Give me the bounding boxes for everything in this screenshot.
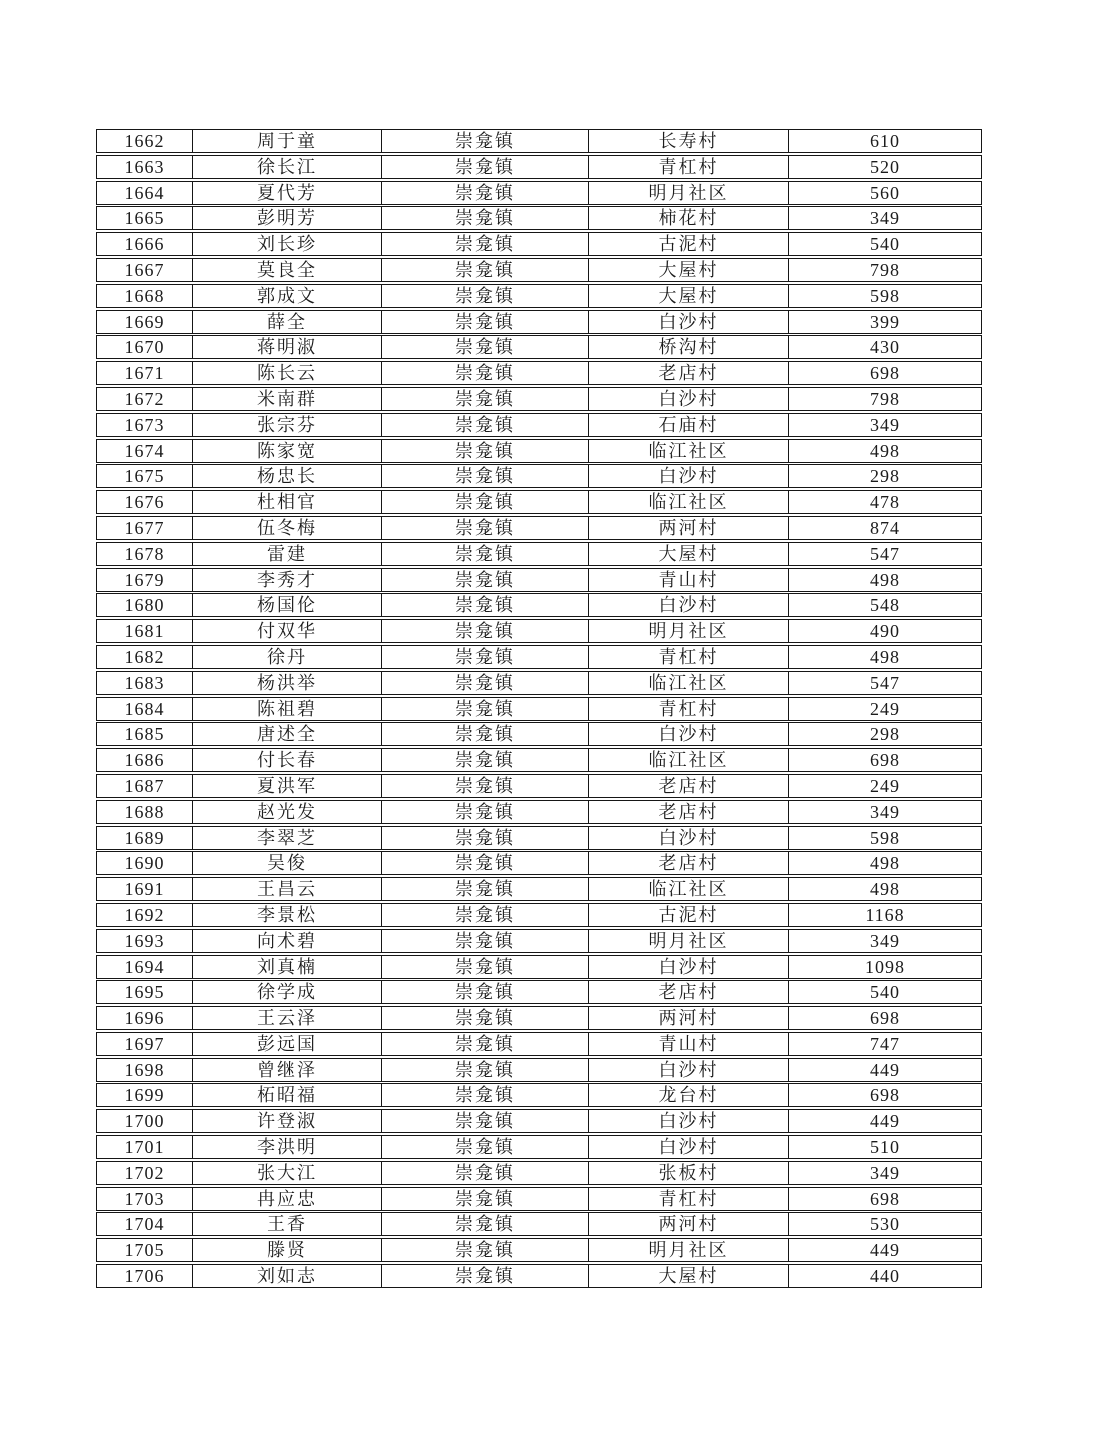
cell-town: 崇龛镇 <box>382 956 589 978</box>
cell-serial-number: 1680 <box>97 594 193 616</box>
cell-amount: 598 <box>870 827 900 848</box>
cell-amount: 560 <box>870 182 900 203</box>
cell-person-name: 徐长江 <box>193 156 382 178</box>
cell-village: 长寿村 <box>589 130 789 152</box>
cell-amount: 498 <box>870 853 900 874</box>
cell-village: 两河村 <box>589 1007 789 1029</box>
cell-serial-number: 1668 <box>97 285 193 307</box>
cell-serial-number: 1679 <box>97 569 193 591</box>
cell-village: 临江社区 <box>589 749 789 771</box>
cell-amount: 498 <box>870 569 900 590</box>
cell-town: 崇龛镇 <box>382 827 589 849</box>
cell-village: 青杠村 <box>589 156 789 178</box>
cell-town: 崇龛镇 <box>382 207 589 229</box>
table-row <box>96 1006 982 1030</box>
table-row <box>96 155 982 179</box>
cell-village: 白沙村 <box>589 827 789 849</box>
cell-amount: 349 <box>870 414 900 435</box>
cell-serial-number: 1672 <box>97 388 193 410</box>
records-table <box>96 129 982 1288</box>
cell-person-name: 张宗芬 <box>193 414 382 436</box>
cell-person-name: 冉应忠 <box>193 1188 382 1210</box>
cell-serial-number: 1671 <box>97 362 193 384</box>
cell-person-name: 莫良全 <box>193 259 382 281</box>
cell-serial-number: 1677 <box>97 517 193 539</box>
cell-village: 青杠村 <box>589 698 789 720</box>
cell-person-name: 付双华 <box>193 620 382 642</box>
cell-village: 白沙村 <box>589 388 789 410</box>
cell-village: 石庙村 <box>589 414 789 436</box>
cell-serial-number: 1674 <box>97 440 193 462</box>
cell-serial-number: 1664 <box>97 182 193 204</box>
table-row <box>96 671 982 695</box>
cell-town: 崇龛镇 <box>382 491 589 513</box>
cell-amount: 610 <box>870 131 900 151</box>
cell-town: 崇龛镇 <box>382 930 589 952</box>
table-row <box>96 310 982 334</box>
cell-serial-number: 1691 <box>97 878 193 900</box>
cell-person-name: 夏代芳 <box>193 182 382 204</box>
cell-village: 古泥村 <box>589 904 789 926</box>
cell-person-name: 赵光发 <box>193 801 382 823</box>
cell-serial-number: 1665 <box>97 207 193 229</box>
cell-village: 临江社区 <box>589 672 789 694</box>
cell-amount: 478 <box>870 492 900 513</box>
cell-amount: 698 <box>870 363 900 384</box>
cell-village: 老店村 <box>589 801 789 823</box>
cell-town: 崇龛镇 <box>382 1033 589 1055</box>
cell-person-name: 徐丹 <box>193 646 382 668</box>
cell-amount: 547 <box>870 543 900 564</box>
cell-town: 崇龛镇 <box>382 362 589 384</box>
table-row <box>96 619 982 643</box>
cell-serial-number: 1706 <box>97 1265 193 1287</box>
cell-serial-number: 1688 <box>97 801 193 823</box>
cell-amount: 498 <box>870 646 900 667</box>
cell-serial-number: 1704 <box>97 1213 193 1235</box>
table-row <box>96 697 982 721</box>
cell-village: 临江社区 <box>589 440 789 462</box>
cell-town: 崇龛镇 <box>382 336 589 358</box>
cell-serial-number: 1698 <box>97 1059 193 1081</box>
cell-town: 崇龛镇 <box>382 1084 589 1106</box>
cell-village: 明月社区 <box>589 620 789 642</box>
cell-person-name: 李景松 <box>193 904 382 926</box>
cell-person-name: 李秀才 <box>193 569 382 591</box>
cell-town: 崇龛镇 <box>382 259 589 281</box>
cell-village: 白沙村 <box>589 1110 789 1132</box>
cell-village: 大屋村 <box>589 543 789 565</box>
cell-amount: 698 <box>870 1085 900 1106</box>
cell-town: 崇龛镇 <box>382 1059 589 1081</box>
cell-person-name: 滕贤 <box>193 1239 382 1261</box>
cell-village: 白沙村 <box>589 594 789 616</box>
table-row <box>96 1032 982 1056</box>
cell-village: 青山村 <box>589 1033 789 1055</box>
table-row <box>96 851 982 875</box>
table-row <box>96 1161 982 1185</box>
cell-person-name: 徐学成 <box>193 981 382 1003</box>
cell-person-name: 郭成文 <box>193 285 382 307</box>
cell-serial-number: 1684 <box>97 698 193 720</box>
cell-amount: 449 <box>870 1240 900 1261</box>
cell-town: 崇龛镇 <box>382 852 589 874</box>
table-row <box>96 258 982 282</box>
table-row <box>96 284 982 308</box>
cell-serial-number: 1673 <box>97 414 193 436</box>
cell-person-name: 彭明芳 <box>193 207 382 229</box>
table-row <box>96 645 982 669</box>
cell-serial-number: 1682 <box>97 646 193 668</box>
cell-village: 老店村 <box>589 981 789 1003</box>
cell-serial-number: 1675 <box>97 465 193 487</box>
cell-person-name: 蒋明淑 <box>193 336 382 358</box>
cell-village: 大屋村 <box>589 1265 789 1287</box>
cell-town: 崇龛镇 <box>382 285 589 307</box>
cell-town: 崇龛镇 <box>382 1110 589 1132</box>
cell-person-name: 杨国伦 <box>193 594 382 616</box>
cell-serial-number: 1696 <box>97 1007 193 1029</box>
cell-village: 白沙村 <box>589 1136 789 1158</box>
cell-serial-number: 1683 <box>97 672 193 694</box>
table-row <box>96 387 982 411</box>
cell-amount: 249 <box>870 698 900 719</box>
cell-person-name: 雷建 <box>193 543 382 565</box>
table-row <box>96 1187 982 1211</box>
cell-town: 崇龛镇 <box>382 130 589 152</box>
cell-amount: 449 <box>870 1059 900 1080</box>
cell-town: 崇龛镇 <box>382 1213 589 1235</box>
cell-person-name: 张大江 <box>193 1162 382 1184</box>
cell-village: 白沙村 <box>589 311 789 333</box>
table-row <box>96 568 982 592</box>
table-row <box>96 232 982 256</box>
cell-village: 老店村 <box>589 362 789 384</box>
cell-serial-number: 1692 <box>97 904 193 926</box>
cell-person-name: 陈长云 <box>193 362 382 384</box>
cell-village: 明月社区 <box>589 930 789 952</box>
cell-town: 崇龛镇 <box>382 646 589 668</box>
cell-amount: 349 <box>870 930 900 951</box>
cell-town: 崇龛镇 <box>382 698 589 720</box>
cell-village: 临江社区 <box>589 491 789 513</box>
cell-person-name: 陈祖碧 <box>193 698 382 720</box>
cell-town: 崇龛镇 <box>382 878 589 900</box>
cell-town: 崇龛镇 <box>382 414 589 436</box>
cell-serial-number: 1669 <box>97 311 193 333</box>
cell-serial-number: 1697 <box>97 1033 193 1055</box>
table-row <box>96 955 982 979</box>
cell-village: 张板村 <box>589 1162 789 1184</box>
cell-town: 崇龛镇 <box>382 904 589 926</box>
table-row <box>96 516 982 540</box>
table-row <box>96 877 982 901</box>
cell-serial-number: 1662 <box>97 130 193 152</box>
cell-serial-number: 1694 <box>97 956 193 978</box>
cell-amount: 598 <box>870 285 900 306</box>
cell-serial-number: 1667 <box>97 259 193 281</box>
table-row <box>96 1212 982 1236</box>
cell-village: 老店村 <box>589 775 789 797</box>
cell-amount: 874 <box>870 517 900 538</box>
table-row <box>96 593 982 617</box>
cell-village: 白沙村 <box>589 465 789 487</box>
cell-serial-number: 1703 <box>97 1188 193 1210</box>
cell-person-name: 柘昭福 <box>193 1084 382 1106</box>
cell-amount: 349 <box>870 208 900 229</box>
cell-amount: 1098 <box>865 956 905 977</box>
cell-amount: 698 <box>870 1008 900 1029</box>
table-row <box>96 439 982 463</box>
cell-village: 两河村 <box>589 517 789 539</box>
cell-town: 崇龛镇 <box>382 388 589 410</box>
table-row <box>96 826 982 850</box>
table-row <box>96 774 982 798</box>
cell-person-name: 王香 <box>193 1213 382 1235</box>
cell-person-name: 许登淑 <box>193 1110 382 1132</box>
cell-village: 白沙村 <box>589 956 789 978</box>
cell-person-name: 曾继泽 <box>193 1059 382 1081</box>
cell-amount: 798 <box>870 388 900 409</box>
table-row <box>96 129 982 153</box>
cell-town: 崇龛镇 <box>382 620 589 642</box>
table-row <box>96 181 982 205</box>
cell-serial-number: 1699 <box>97 1084 193 1106</box>
cell-amount: 530 <box>870 1214 900 1235</box>
cell-village: 两河村 <box>589 1213 789 1235</box>
cell-person-name: 米南群 <box>193 388 382 410</box>
table-row <box>96 1058 982 1082</box>
cell-village: 桥沟村 <box>589 336 789 358</box>
cell-person-name: 王云泽 <box>193 1007 382 1029</box>
cell-person-name: 刘真楠 <box>193 956 382 978</box>
cell-town: 崇龛镇 <box>382 182 589 204</box>
table-row <box>96 361 982 385</box>
table-row <box>96 903 982 927</box>
table-row <box>96 722 982 746</box>
table-row <box>96 1083 982 1107</box>
cell-town: 崇龛镇 <box>382 749 589 771</box>
cell-amount: 798 <box>870 259 900 280</box>
cell-serial-number: 1700 <box>97 1110 193 1132</box>
table-row <box>96 335 982 359</box>
cell-person-name: 夏洪军 <box>193 775 382 797</box>
cell-person-name: 杜相官 <box>193 491 382 513</box>
cell-serial-number: 1690 <box>97 852 193 874</box>
cell-person-name: 杨洪举 <box>193 672 382 694</box>
cell-serial-number: 1705 <box>97 1239 193 1261</box>
cell-amount: 498 <box>870 879 900 900</box>
cell-town: 崇龛镇 <box>382 723 589 745</box>
cell-amount: 498 <box>870 440 900 461</box>
cell-town: 崇龛镇 <box>382 1162 589 1184</box>
table-row <box>96 748 982 772</box>
table-row <box>96 1135 982 1159</box>
cell-village: 大屋村 <box>589 259 789 281</box>
cell-village: 大屋村 <box>589 285 789 307</box>
cell-amount: 1168 <box>865 904 905 925</box>
cell-serial-number: 1702 <box>97 1162 193 1184</box>
cell-amount: 520 <box>870 156 900 177</box>
cell-town: 崇龛镇 <box>382 981 589 1003</box>
cell-town: 崇龛镇 <box>382 569 589 591</box>
cell-amount: 747 <box>870 1033 900 1054</box>
cell-amount: 349 <box>870 801 900 822</box>
cell-amount: 430 <box>870 337 900 358</box>
cell-village: 青山村 <box>589 569 789 591</box>
cell-person-name: 王昌云 <box>193 878 382 900</box>
cell-amount: 399 <box>870 311 900 332</box>
cell-amount: 548 <box>870 595 900 616</box>
cell-person-name: 周于童 <box>193 130 382 152</box>
cell-amount: 449 <box>870 1111 900 1132</box>
cell-serial-number: 1685 <box>97 723 193 745</box>
cell-serial-number: 1686 <box>97 749 193 771</box>
cell-person-name: 李翠芝 <box>193 827 382 849</box>
cell-town: 崇龛镇 <box>382 440 589 462</box>
table-row <box>96 800 982 824</box>
cell-village: 老店村 <box>589 852 789 874</box>
cell-person-name: 薛全 <box>193 311 382 333</box>
cell-town: 崇龛镇 <box>382 156 589 178</box>
table-row <box>96 929 982 953</box>
cell-person-name: 杨忠长 <box>193 465 382 487</box>
cell-town: 崇龛镇 <box>382 465 589 487</box>
cell-person-name: 李洪明 <box>193 1136 382 1158</box>
cell-person-name: 唐述全 <box>193 723 382 745</box>
cell-serial-number: 1701 <box>97 1136 193 1158</box>
cell-town: 崇龛镇 <box>382 311 589 333</box>
table-row <box>96 980 982 1004</box>
cell-person-name: 彭远国 <box>193 1033 382 1055</box>
cell-town: 崇龛镇 <box>382 233 589 255</box>
table-row <box>96 1264 982 1288</box>
cell-amount: 298 <box>870 466 900 487</box>
cell-amount: 490 <box>870 621 900 642</box>
cell-village: 白沙村 <box>589 1059 789 1081</box>
cell-amount: 298 <box>870 724 900 745</box>
cell-serial-number: 1687 <box>97 775 193 797</box>
table-row <box>96 542 982 566</box>
cell-serial-number: 1693 <box>97 930 193 952</box>
cell-town: 崇龛镇 <box>382 594 589 616</box>
cell-town: 崇龛镇 <box>382 672 589 694</box>
cell-village: 明月社区 <box>589 1239 789 1261</box>
cell-person-name: 刘如志 <box>193 1265 382 1287</box>
table-row <box>96 206 982 230</box>
cell-amount: 510 <box>870 1137 900 1158</box>
cell-village: 古泥村 <box>589 233 789 255</box>
cell-town: 崇龛镇 <box>382 775 589 797</box>
cell-serial-number: 1689 <box>97 827 193 849</box>
cell-amount: 547 <box>870 672 900 693</box>
cell-village: 白沙村 <box>589 723 789 745</box>
table-row <box>96 413 982 437</box>
cell-person-name: 付长春 <box>193 749 382 771</box>
cell-amount: 440 <box>870 1266 900 1287</box>
cell-person-name: 吴俊 <box>193 852 382 874</box>
cell-amount: 349 <box>870 1162 900 1183</box>
cell-village: 龙台村 <box>589 1084 789 1106</box>
cell-amount: 698 <box>870 1188 900 1209</box>
cell-village: 柿花村 <box>589 207 789 229</box>
cell-town: 崇龛镇 <box>382 1188 589 1210</box>
cell-town: 崇龛镇 <box>382 1136 589 1158</box>
cell-serial-number: 1681 <box>97 620 193 642</box>
cell-village: 青杠村 <box>589 646 789 668</box>
cell-town: 崇龛镇 <box>382 1265 589 1287</box>
cell-amount: 540 <box>870 982 900 1003</box>
table-row <box>96 464 982 488</box>
table-row <box>96 1109 982 1133</box>
cell-town: 崇龛镇 <box>382 801 589 823</box>
cell-village: 明月社区 <box>589 182 789 204</box>
cell-amount: 540 <box>870 234 900 255</box>
cell-serial-number: 1676 <box>97 491 193 513</box>
cell-serial-number: 1695 <box>97 981 193 1003</box>
cell-town: 崇龛镇 <box>382 1239 589 1261</box>
cell-town: 崇龛镇 <box>382 517 589 539</box>
cell-person-name: 向术碧 <box>193 930 382 952</box>
cell-village: 青杠村 <box>589 1188 789 1210</box>
cell-serial-number: 1678 <box>97 543 193 565</box>
cell-village: 临江社区 <box>589 878 789 900</box>
cell-person-name: 刘长珍 <box>193 233 382 255</box>
cell-person-name: 陈家宽 <box>193 440 382 462</box>
cell-town: 崇龛镇 <box>382 543 589 565</box>
table-row <box>96 490 982 514</box>
cell-person-name: 伍冬梅 <box>193 517 382 539</box>
cell-amount: 249 <box>870 775 900 796</box>
cell-serial-number: 1670 <box>97 336 193 358</box>
table-row <box>96 1238 982 1262</box>
cell-serial-number: 1666 <box>97 233 193 255</box>
cell-amount: 698 <box>870 750 900 771</box>
cell-town: 崇龛镇 <box>382 1007 589 1029</box>
cell-serial-number: 1663 <box>97 156 193 178</box>
